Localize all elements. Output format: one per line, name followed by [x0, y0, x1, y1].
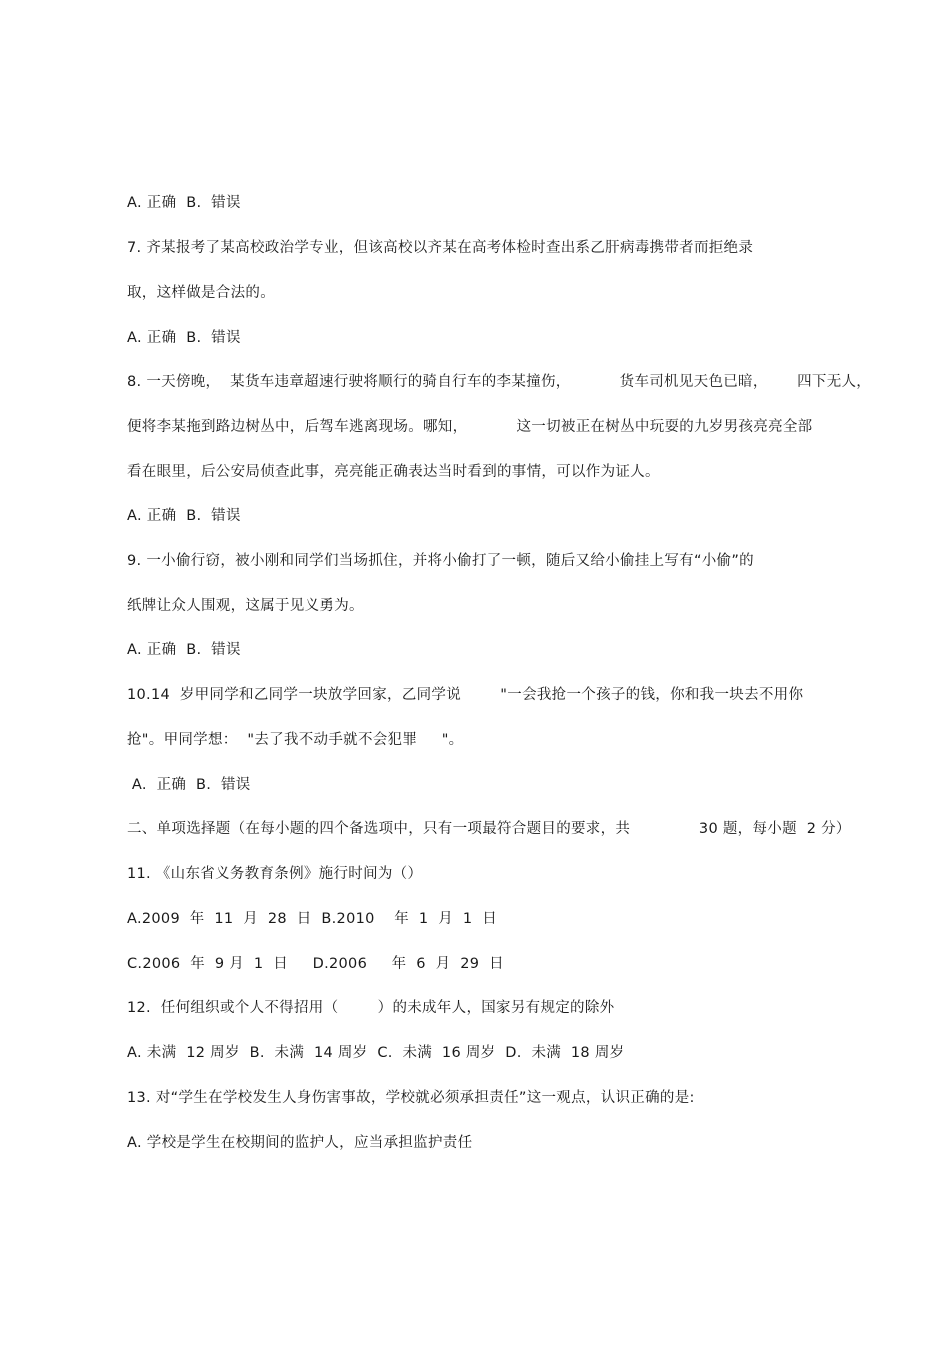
text-line: 8. 一天傍晚， 某货车违章超速行驶将顺行的骑自行车的李某撞伤， 货车司机见天色已暗， 四下无人， — [127, 374, 872, 390]
text-line: 12. 任何组织或个人不得招用（ ）的未成年人，国家另有规定的除外 — [127, 1000, 615, 1016]
text-line: 便将李某拖到路边树丛中，后驾车逃离现场。哪知， 这一切被正在树丛中玩耍的九岁男孩亮亮全部 — [127, 419, 813, 435]
text-line: A. 未满 12 周岁 B. 未满 14 周岁 C. 未满 16 周岁 D. 未满 18 周岁 — [127, 1045, 625, 1061]
text-line: A. 正确 B. 错误 — [127, 642, 241, 658]
text-line: 7. 齐某报考了某高校政治学专业，但该高校以齐某在高考体检时查出系乙肝病毒携带者而拒绝录 — [127, 240, 754, 256]
text-line: 看在眼里，后公安局侦查此事，亮亮能正确表达当时看到的事情，可以作为证人。 — [127, 464, 660, 480]
text-line: 取，这样做是合法的。 — [127, 285, 275, 301]
text-line: 13. 对“学生在学校发生人身伤害事故，学校就必须承担责任”这一观点，认识正确的是: — [127, 1090, 695, 1106]
text-line: A. 学校是学生在校期间的监护人，应当承担监护责任 — [127, 1135, 473, 1151]
text-line: 10.14 岁甲同学和乙同学一块放学回家，乙同学说 "一会我抢一个孩子的钱，你和我一块去不用你 — [127, 687, 804, 703]
text-line: A. 正确 B. 错误 — [127, 195, 241, 211]
text-line: A. 正确 B. 错误 — [127, 777, 251, 793]
text-line: A. 正确 B. 错误 — [127, 330, 241, 346]
text-line: A. 正确 B. 错误 — [127, 508, 241, 524]
text-line: 11. 《山东省义务教育条例》施行时间为（） — [127, 866, 423, 882]
text-line: C.2006 年 9 月 1 日 D.2006 年 6 月 29 日 — [127, 956, 504, 972]
text-line: A.2009 年 11 月 28 日 B.2010 年 1 月 1 日 — [127, 911, 498, 927]
text-line: 9. 一小偷行窃，被小刚和同学们当场抓住，并将小偷打了一顿，随后又给小偷挂上写有“小偷”的 — [127, 553, 754, 569]
text-line: 抢"。甲同学想： "去了我不动手就不会犯罪 "。 — [127, 732, 464, 748]
text-line: 纸牌让众人围观，这属于见义勇为。 — [127, 598, 364, 614]
section-heading: 二、单项选择题（在每小题的四个备选项中，只有一项最符合题目的要求，共 30 题，每小题 2 分） — [127, 821, 851, 837]
